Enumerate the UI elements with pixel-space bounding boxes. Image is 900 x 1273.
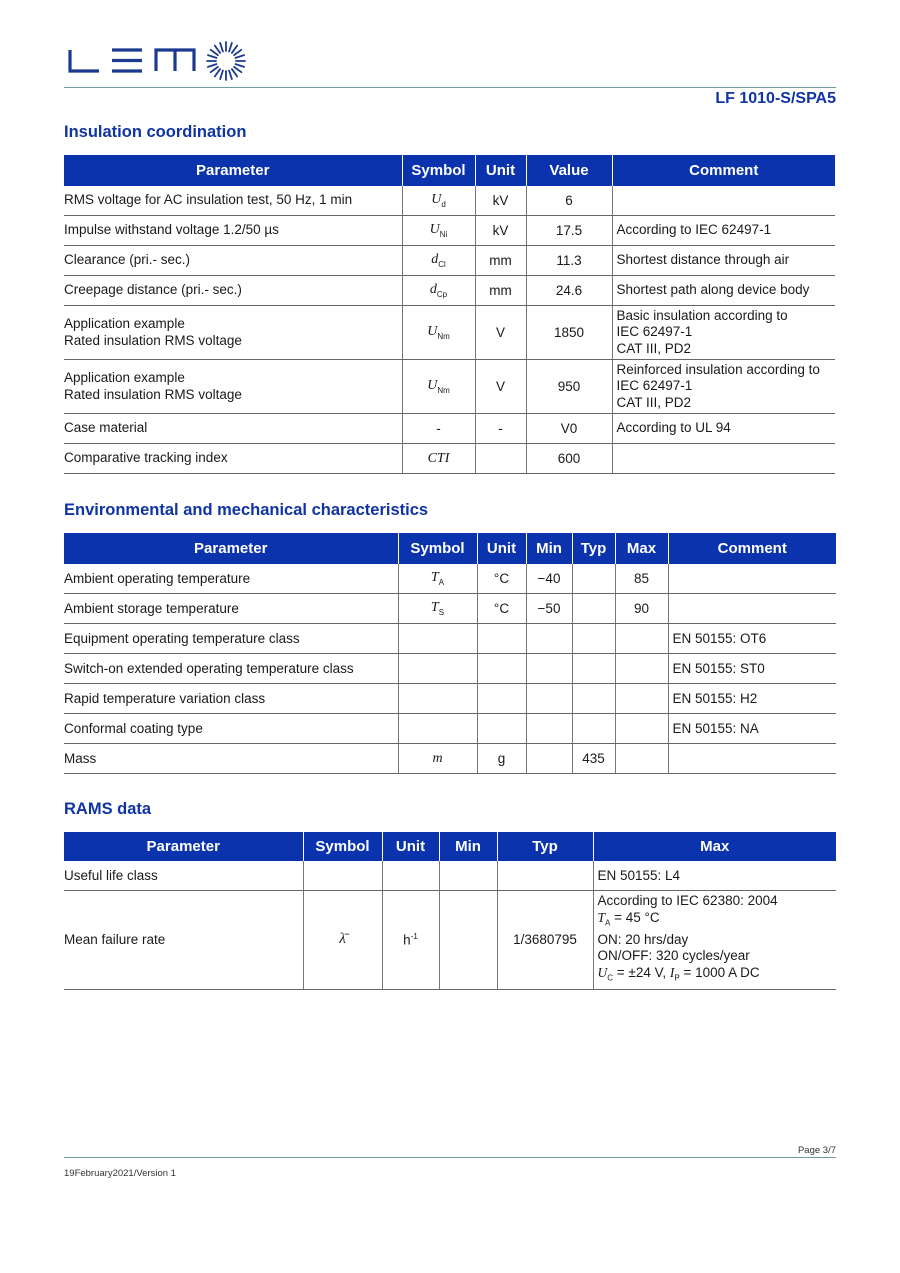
comment-line: IEC 62497-1 xyxy=(616,324,693,340)
sunburst-ray xyxy=(232,46,237,53)
comment-cell xyxy=(612,360,835,414)
value-cell: V0 xyxy=(526,414,612,444)
footer-rule xyxy=(64,1157,836,1158)
unit-cell: °C xyxy=(477,564,526,594)
symbol-cell xyxy=(398,744,477,774)
parameter-line: RMS voltage for AC insulation test, 50 Hz, 1 min xyxy=(64,192,353,208)
symbol-text: m xyxy=(432,750,443,766)
table-row xyxy=(64,624,836,654)
environmental-section-title: Environmental and mechanical characteristics xyxy=(64,501,429,519)
sunburst-ray xyxy=(229,43,232,52)
comment-cell: EN 50155: NA xyxy=(668,714,836,744)
col-header: Min xyxy=(526,533,572,564)
typ-cell xyxy=(572,714,615,744)
table-row xyxy=(64,654,836,684)
min-cell xyxy=(526,714,572,744)
symbol-cell xyxy=(402,216,475,246)
value-cell: 11.3 xyxy=(526,246,612,276)
symbol-cell xyxy=(402,246,475,276)
unit-cell: mm xyxy=(475,246,526,276)
symbol-cell xyxy=(398,594,477,624)
sunburst-ray xyxy=(215,46,220,53)
value-cell: 17.5 xyxy=(526,216,612,246)
symbol-text: d xyxy=(429,282,437,298)
symbol-subscript: S xyxy=(438,607,445,617)
max-cell xyxy=(615,714,668,744)
parameter-cell xyxy=(64,246,402,276)
comment-cell xyxy=(668,744,836,774)
rams-section-title: RAMS data xyxy=(64,800,152,818)
insulation-section-title: Insulation coordination xyxy=(64,123,247,141)
unit-cell xyxy=(382,861,439,891)
comment-line: Shortest path along device body xyxy=(616,282,810,298)
environmental-table xyxy=(64,533,836,774)
min-cell: −50 xyxy=(526,594,572,624)
symbol-text: T xyxy=(430,600,439,616)
sunburst-ray xyxy=(232,69,237,76)
max-cell xyxy=(615,684,668,714)
typ-cell xyxy=(572,654,615,684)
symbol-subscript: d xyxy=(441,199,446,209)
col-header: Symbol xyxy=(398,533,477,564)
symbol-text: U xyxy=(431,192,442,208)
min-cell: −40 xyxy=(526,564,572,594)
comment-cell xyxy=(612,246,835,276)
parameter-line: Creepage distance (pri.- sec.) xyxy=(64,282,242,298)
unit-cell: g xyxy=(477,744,526,774)
col-header: Typ xyxy=(572,533,615,564)
symbol-text: d xyxy=(431,252,439,268)
table-row xyxy=(64,414,835,444)
comment-cell xyxy=(612,186,835,216)
table-row xyxy=(64,564,836,594)
max-line xyxy=(598,910,833,932)
sunburst-ray xyxy=(211,67,218,72)
parameter-cell: Rapid temperature variation class xyxy=(64,684,398,714)
unit-cell: - xyxy=(475,414,526,444)
symbol-text: U xyxy=(427,378,438,394)
max-cell xyxy=(593,891,836,990)
col-header: Symbol xyxy=(303,832,382,861)
min-cell xyxy=(526,654,572,684)
parameter-cell xyxy=(64,186,402,216)
lem-logo xyxy=(68,38,248,84)
symbol-cell xyxy=(402,186,475,216)
comment-line: Reinforced insulation according to xyxy=(616,361,820,377)
typ-cell xyxy=(497,861,593,891)
parameter-cell: Mass xyxy=(64,744,398,774)
symbol-cell xyxy=(398,654,477,684)
parameter-cell xyxy=(64,276,402,306)
col-header: Value xyxy=(526,155,612,186)
parameter-cell: Ambient operating temperature xyxy=(64,564,398,594)
insulation-table xyxy=(64,155,835,474)
symbol: T xyxy=(597,909,606,925)
value-cell: 600 xyxy=(526,444,612,474)
symbol-text: U xyxy=(429,222,440,238)
sunburst-ray xyxy=(220,71,223,80)
sunburst-icon xyxy=(207,42,245,80)
document-id: LF 1010-S/SPA5 xyxy=(715,90,836,107)
sunburst-ray xyxy=(236,55,245,58)
min-cell xyxy=(526,684,572,714)
header-rule xyxy=(64,87,836,88)
symbol-cell xyxy=(303,861,382,891)
col-header: Parameter xyxy=(64,533,398,564)
typ-cell xyxy=(572,564,615,594)
parameter-cell: Equipment operating temperature class xyxy=(64,624,398,654)
unit-cell: V xyxy=(475,306,526,360)
table-row xyxy=(64,246,835,276)
col-header: Max xyxy=(615,533,668,564)
symbol-text: CTI xyxy=(427,450,450,466)
table-row xyxy=(64,360,835,414)
unit-cell: kV xyxy=(475,186,526,216)
subscript: A xyxy=(605,918,611,928)
parameter-line: Case material xyxy=(64,420,148,436)
comment-line: Basic insulation according to xyxy=(616,307,788,323)
value-cell: 1850 xyxy=(526,306,612,360)
value-cell: 6 xyxy=(526,186,612,216)
page-number: Page 3/7 xyxy=(797,1145,836,1156)
parameter-cell: Useful life class xyxy=(64,861,303,891)
symbol-subscript: Cp xyxy=(436,289,448,299)
comment-cell: EN 50155: H2 xyxy=(668,684,836,714)
subscript: P xyxy=(674,973,680,983)
symbol-subscript: Nm xyxy=(437,331,450,341)
comment-cell: EN 50155: ST0 xyxy=(668,654,836,684)
unit-cell xyxy=(382,891,439,990)
col-header: Comment xyxy=(668,533,836,564)
parameter-line: Impulse withstand voltage 1.2/50 µs xyxy=(64,222,279,238)
sunburst-ray xyxy=(211,50,218,55)
table-row xyxy=(64,276,835,306)
table-row xyxy=(64,714,836,744)
symbol-cell: - xyxy=(402,414,475,444)
col-header: Unit xyxy=(382,832,439,861)
text: = ±24 V, xyxy=(613,964,670,980)
symbol-cell xyxy=(402,360,475,414)
comment-line: CAT III, PD2 xyxy=(616,340,692,356)
max-cell: EN 50155: L4 xyxy=(593,861,836,891)
table-row xyxy=(64,861,836,891)
typ-cell xyxy=(572,594,615,624)
symbol-subscript: Cl xyxy=(438,259,446,269)
unit-cell: °C xyxy=(477,594,526,624)
value-cell: 950 xyxy=(526,360,612,414)
sunburst-ray xyxy=(208,64,217,67)
symbol-subscript: A xyxy=(438,577,445,587)
symbol-cell xyxy=(402,306,475,360)
symbol-subscript: Nm xyxy=(437,385,450,395)
col-header: Max xyxy=(593,832,836,861)
col-header: Min xyxy=(439,832,497,861)
parameter-cell xyxy=(64,444,402,474)
parameter-line: Application example xyxy=(64,316,185,331)
symbol-cell xyxy=(398,624,477,654)
comment-cell xyxy=(612,276,835,306)
table-row xyxy=(64,891,836,990)
parameter-cell: Ambient storage temperature xyxy=(64,594,398,624)
table-row xyxy=(64,594,836,624)
table-row xyxy=(64,444,835,474)
subscript: C xyxy=(607,973,614,983)
min-cell xyxy=(526,744,572,774)
comment-line: CAT III, PD2 xyxy=(616,394,692,410)
symbol-cell xyxy=(402,444,475,474)
col-header: Unit xyxy=(475,155,526,186)
comment-cell xyxy=(668,564,836,594)
comment-line: Shortest distance through air xyxy=(616,252,790,268)
parameter-cell: Mean failure rate xyxy=(64,891,303,990)
max-cell: 85 xyxy=(615,564,668,594)
table-row xyxy=(64,684,836,714)
table-row xyxy=(64,306,835,360)
max-cell xyxy=(615,624,668,654)
symbol-subscript: Ni xyxy=(439,229,448,239)
sunburst-ray xyxy=(229,71,232,80)
rams-table xyxy=(64,832,836,990)
typ-cell: 1/3680795 xyxy=(497,891,593,990)
value-cell: 24.6 xyxy=(526,276,612,306)
unit-cell: V xyxy=(475,360,526,414)
symbol-cell xyxy=(303,891,382,990)
sunburst-ray xyxy=(234,50,241,55)
symbol: U xyxy=(597,964,608,980)
max-line: ON: 20 hrs/day xyxy=(597,931,689,947)
max-cell xyxy=(615,744,668,774)
max-line xyxy=(598,965,833,987)
comment-line: According to UL 94 xyxy=(616,420,731,436)
parameter-cell xyxy=(64,360,402,414)
sunburst-ray xyxy=(215,69,220,76)
comment-cell xyxy=(612,216,835,246)
comment-line: According to IEC 62497-1 xyxy=(616,222,772,238)
text: = 45 °C xyxy=(610,909,660,925)
symbol-cell xyxy=(398,684,477,714)
unit-cell xyxy=(477,684,526,714)
unit-cell xyxy=(475,444,526,474)
max-line: ON/OFF: 320 cycles/year xyxy=(597,948,750,964)
max-cell xyxy=(615,654,668,684)
symbol-cell xyxy=(402,276,475,306)
max-cell: 90 xyxy=(615,594,668,624)
table-row xyxy=(64,216,835,246)
comment-cell xyxy=(668,594,836,624)
sunburst-ray xyxy=(220,43,223,52)
parameter-cell: Conformal coating type xyxy=(64,714,398,744)
parameter-line: Rated insulation RMS voltage xyxy=(64,332,242,348)
symbol: I xyxy=(669,964,675,980)
comment-cell xyxy=(612,444,835,474)
col-header: Symbol xyxy=(402,155,475,186)
comment-cell xyxy=(612,414,835,444)
lambda-symbol: λ̄ xyxy=(339,931,346,948)
parameter-cell xyxy=(64,306,402,360)
footer-date-version: 19February2021/Version 1 xyxy=(64,1168,176,1179)
parameter-line: Clearance (pri.- sec.) xyxy=(64,252,191,268)
col-header: Unit xyxy=(477,533,526,564)
symbol-text: U xyxy=(427,324,438,340)
unit-cell xyxy=(477,624,526,654)
unit-cell: mm xyxy=(475,276,526,306)
col-header: Parameter xyxy=(64,155,402,186)
col-header: Typ xyxy=(497,832,593,861)
parameter-line: Comparative tracking index xyxy=(64,450,228,466)
comment-line: IEC 62497-1 xyxy=(616,378,693,394)
typ-cell xyxy=(572,684,615,714)
unit-cell: kV xyxy=(475,216,526,246)
table-row xyxy=(64,744,836,774)
max-line: According to IEC 62380: 2004 xyxy=(597,893,778,908)
symbol-cell xyxy=(398,714,477,744)
table-row xyxy=(64,186,835,216)
parameter-line: Rated insulation RMS voltage xyxy=(64,386,242,402)
sunburst-ray xyxy=(208,55,217,58)
parameter-cell: Switch-on extended operating temperature class xyxy=(64,654,398,684)
unit-text: h xyxy=(403,932,411,948)
min-cell xyxy=(439,891,497,990)
col-header: Parameter xyxy=(64,832,303,861)
col-header: Comment xyxy=(612,155,835,186)
parameter-cell xyxy=(64,216,402,246)
symbol-cell xyxy=(398,564,477,594)
unit-cell xyxy=(477,714,526,744)
parameter-cell xyxy=(64,414,402,444)
comment-cell xyxy=(612,306,835,360)
min-cell xyxy=(526,624,572,654)
unit-cell xyxy=(477,654,526,684)
comment-cell: EN 50155: OT6 xyxy=(668,624,836,654)
symbol-text: T xyxy=(430,570,439,586)
parameter-line: Application example xyxy=(64,370,185,385)
typ-cell: 435 xyxy=(572,744,615,774)
unit-exponent: -1 xyxy=(410,932,418,942)
sunburst-ray xyxy=(234,67,241,72)
typ-cell xyxy=(572,624,615,654)
min-cell xyxy=(439,861,497,891)
text: = 1000 A DC xyxy=(679,964,760,980)
sunburst-ray xyxy=(236,64,245,67)
